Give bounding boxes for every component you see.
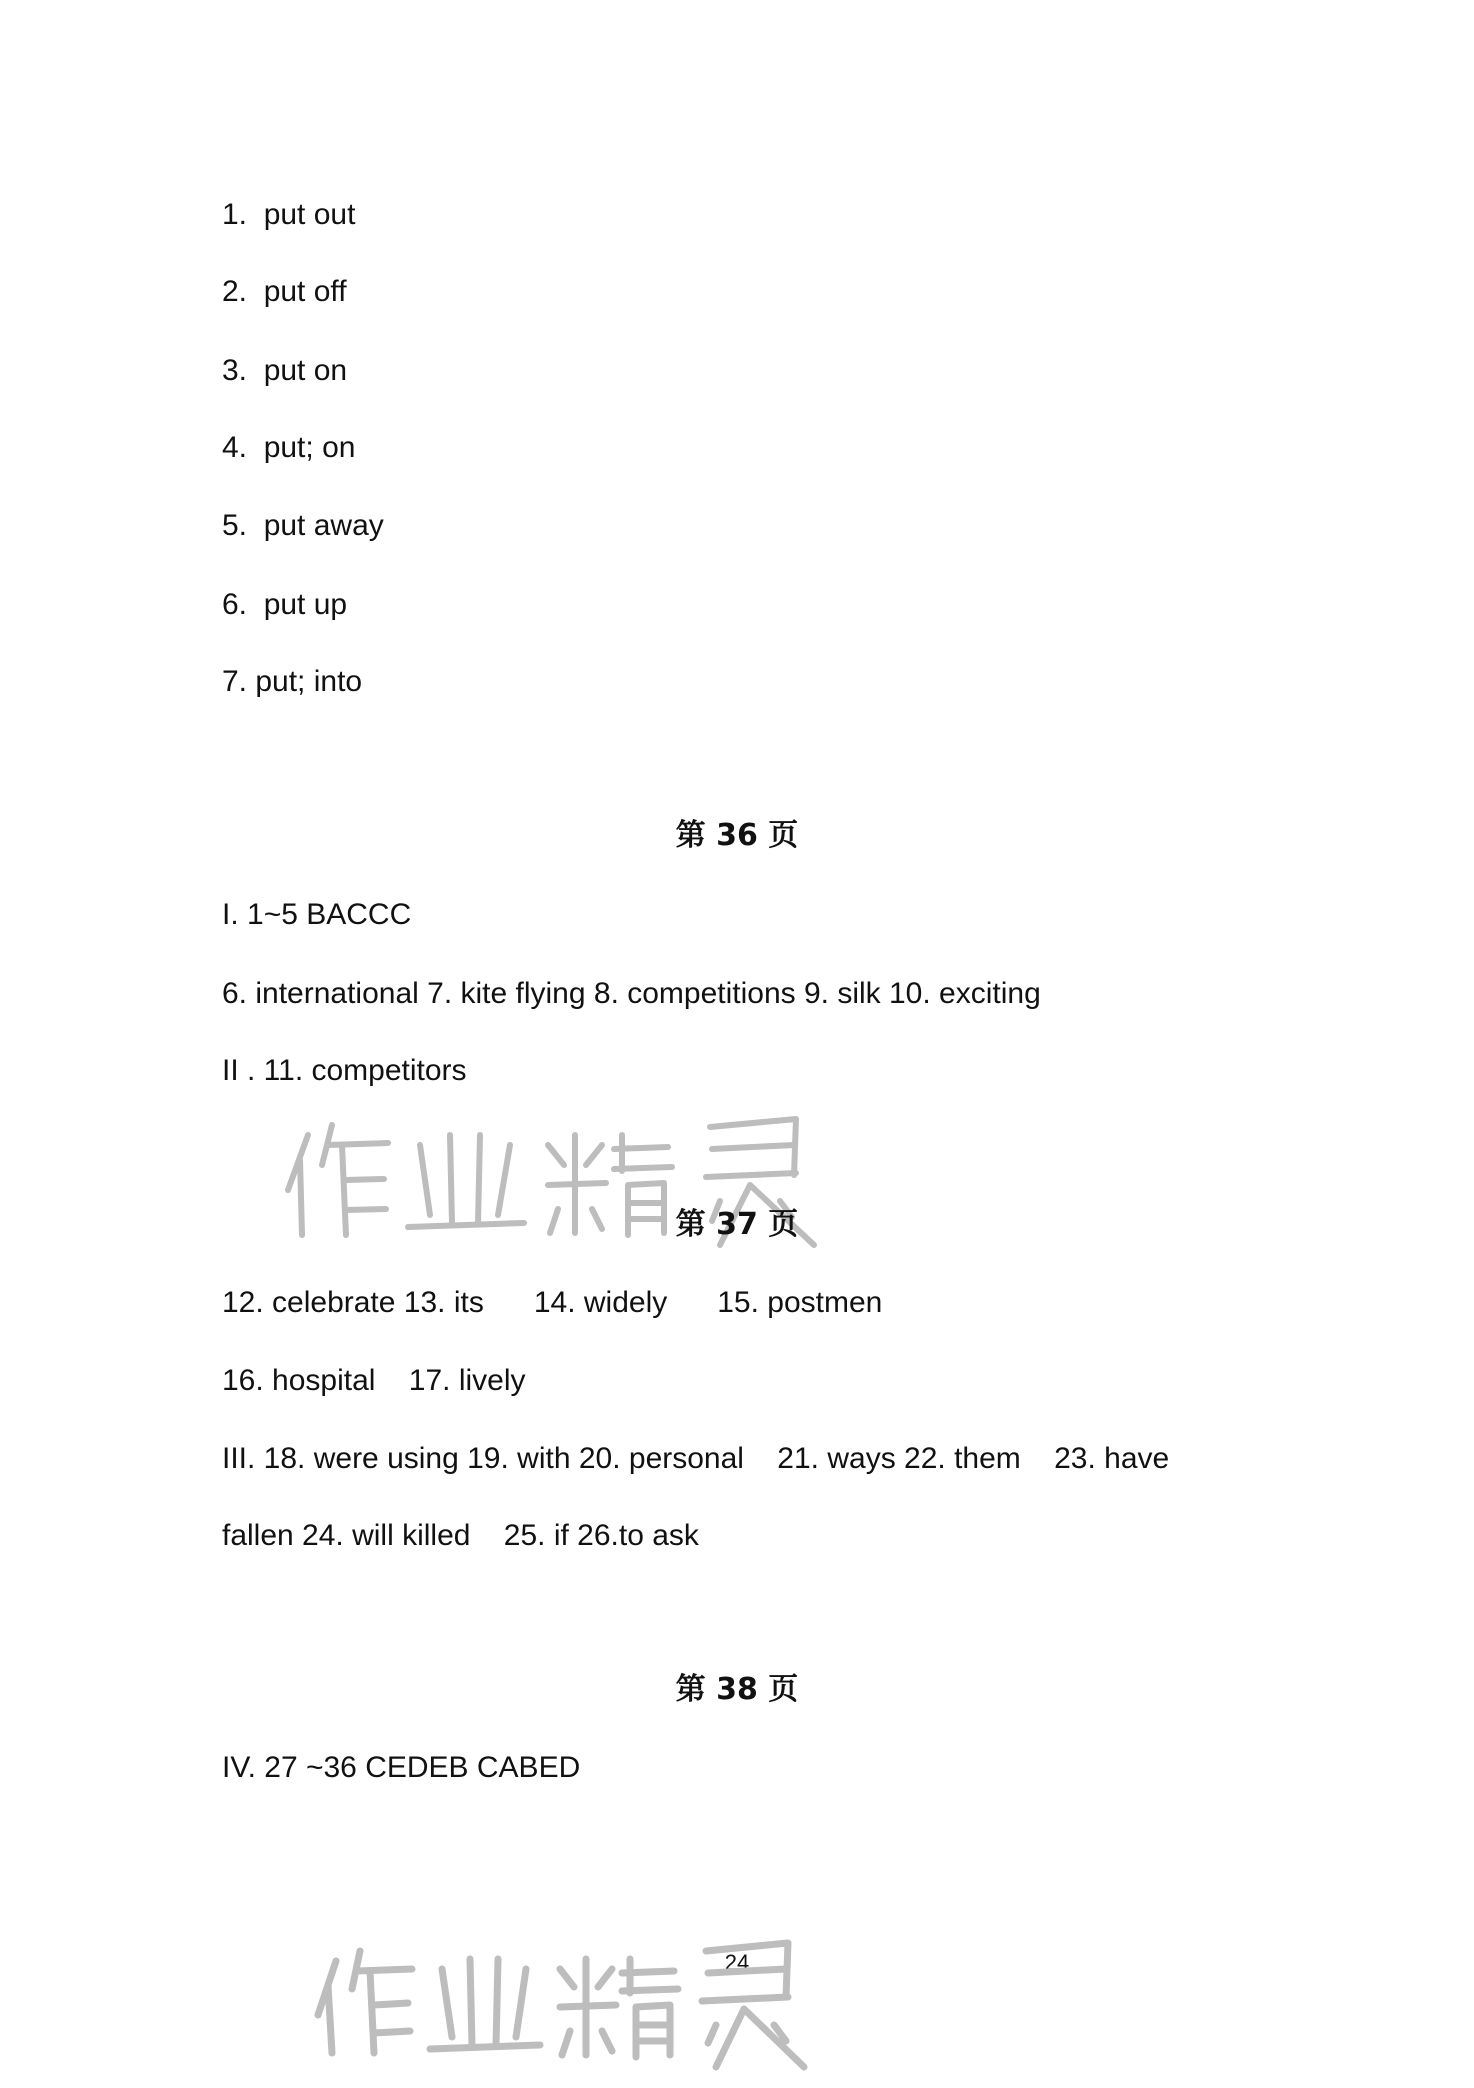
answer-line-6: 6. put up (222, 588, 348, 621)
answer-line-2: 2. put off (222, 275, 347, 308)
answer-line-3: 3. put on (222, 354, 348, 387)
p36-answer-line-1: I. 1~5 BACCC (222, 898, 412, 931)
page-37-heading: 第 37 页 (675, 1207, 799, 1242)
answer-line-5: 5. put away (222, 509, 384, 542)
p36-answer-line-3: II . 11. competitors (222, 1054, 467, 1087)
answer-line-1: 1. put out (222, 198, 356, 231)
p37-answer-line-1: 12. celebrate 13. its 14. widely 15. postmen (222, 1286, 883, 1319)
p37-answer-line-2: 16. hospital 17. lively (222, 1364, 526, 1397)
page-number: 24 (724, 1950, 750, 1975)
p37-answer-line-3: III. 18. were using 19. with 20. personal 21. ways 22. them 23. have (222, 1442, 1170, 1475)
page-38-heading: 第 38 页 (675, 1672, 799, 1707)
page-36-heading: 第 36 页 (675, 818, 799, 853)
p36-answer-line-2: 6. international 7. kite flying 8. competitions 9. silk 10. exciting (222, 977, 1041, 1010)
p38-answer-line-1: IV. 27 ~36 CEDEB CABED (222, 1751, 581, 1784)
answer-line-7: 7. put; into (222, 665, 363, 698)
watermark-logo-bottom (310, 1925, 810, 2075)
answer-line-4: 4. put; on (222, 431, 356, 464)
p37-answer-line-4: fallen 24. will killed 25. if 26.to ask (222, 1519, 699, 1552)
